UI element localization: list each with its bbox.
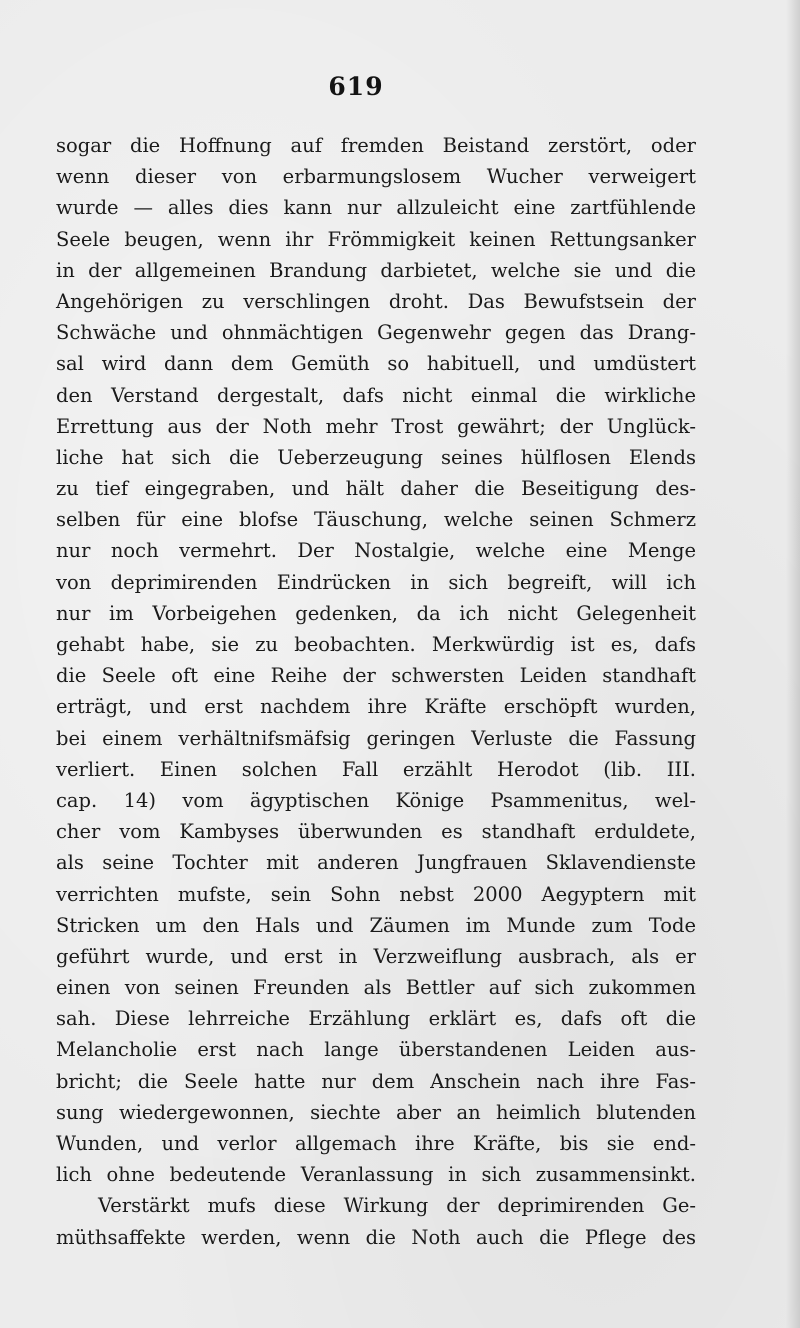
text-line: wurde — alles dies kann nur allzuleicht eine zartfühlende (56, 196, 696, 220)
text-line: zu tief eingegraben, und hält daher die Beseitigung des- (56, 477, 696, 501)
text-line: verrichten mufste, sein Sohn nebst 2000 Aegyptern mit (56, 882, 696, 906)
text-line: Seele beugen, wenn ihr Frömmigkeit keinen Rettungsanker (56, 227, 696, 251)
text-line: in der allgemeinen Brandung darbietet, welche sie und die (56, 258, 696, 282)
text-line: die Seele oft eine Reihe der schwersten Leiden standhaft (56, 664, 696, 688)
text-line: müthsaffekte werden, wenn die Noth auch die Pflege des (56, 1225, 696, 1249)
text-line: cher vom Kambyses überwunden es standhaft erduldete, (56, 820, 696, 844)
text-line: sal wird dann dem Gemüth so habituell, und umdüstert (56, 352, 696, 376)
text-line: erträgt, und erst nachdem ihre Kräfte erschöpft wurden, (56, 695, 696, 719)
text-line: sung wiedergewonnen, siechte aber an heimlich blutenden (56, 1100, 696, 1124)
text-line: Schwäche und ohnmächtigen Gegenwehr gegen das Drang- (56, 321, 696, 345)
text-line: selben für eine blofse Täuschung, welche seinen Schmerz (56, 508, 696, 532)
text-line: Melancholie erst nach lange überstandenen Leiden aus- (56, 1038, 696, 1062)
text-line: lich ohne bedeutende Veranlassung in sich zusammensinkt. (56, 1163, 696, 1187)
text-line: als seine Tochter mit anderen Jungfrauen Sklavendienste (56, 851, 696, 875)
text-line: sogar die Hoffnung auf fremden Beistand zerstört, oder (56, 134, 696, 157)
text-line: geführt wurde, und erst in Verzweiflung ausbrach, als er (56, 944, 696, 968)
text-line: Angehörigen zu verschlingen droht. Das Bewufstsein der (56, 289, 696, 313)
text-line: Stricken um den Hals und Zäumen im Munde zum Tode (56, 913, 696, 937)
page-edge-shadow (786, 0, 800, 1328)
text-line: einen von seinen Freunden als Bettler auf sich zukommen (56, 976, 696, 1000)
text-line: verliert. Einen solchen Fall erzählt Herodot (lib. III. (56, 757, 696, 781)
text-line: Errettung aus der Noth mehr Trost gewährt; der Unglück- (56, 414, 696, 438)
text-line: nur im Vorbeigehen gedenken, da ich nicht Gelegenheit (56, 601, 696, 625)
text-line: von deprimirenden Eindrücken in sich begreift, will ich (56, 570, 696, 594)
text-line: cap. 14) vom ägyptischen Könige Psammenitus, wel- (56, 788, 696, 812)
text-line: Wunden, und verlor allgemach ihre Kräfte, bis sie end- (56, 1132, 696, 1155)
text-line: den Verstand dergestalt, dafs nicht einmal die wirkliche (56, 383, 696, 407)
text-line: sah. Diese lehrreiche Erzählung erklärt es, dafs oft die (56, 1007, 696, 1031)
text-line: liche hat sich die Ueberzeugung seines hülflosen Elends (56, 445, 696, 469)
body-text (56, 130, 696, 1253)
text-line: bei einem verhältnifsmäfsig geringen Verluste die Fassung (56, 726, 696, 750)
text-line: wenn dieser von erbarmungslosem Wucher verweigert (56, 165, 696, 189)
page-number: 619 (328, 72, 384, 101)
text-line: Verstärkt mufs diese Wirkung der deprimirenden Ge- (98, 1194, 696, 1218)
text-line: bricht; die Seele hatte nur dem Anschein nach ihre Fas- (56, 1069, 696, 1093)
text-line: nur noch vermehrt. Der Nostalgie, welche eine Menge (56, 539, 696, 563)
paragraph (56, 1190, 696, 1252)
paragraph (56, 130, 696, 1190)
text-line: gehabt habe, sie zu beobachten. Merkwürdig ist es, dafs (56, 633, 696, 656)
